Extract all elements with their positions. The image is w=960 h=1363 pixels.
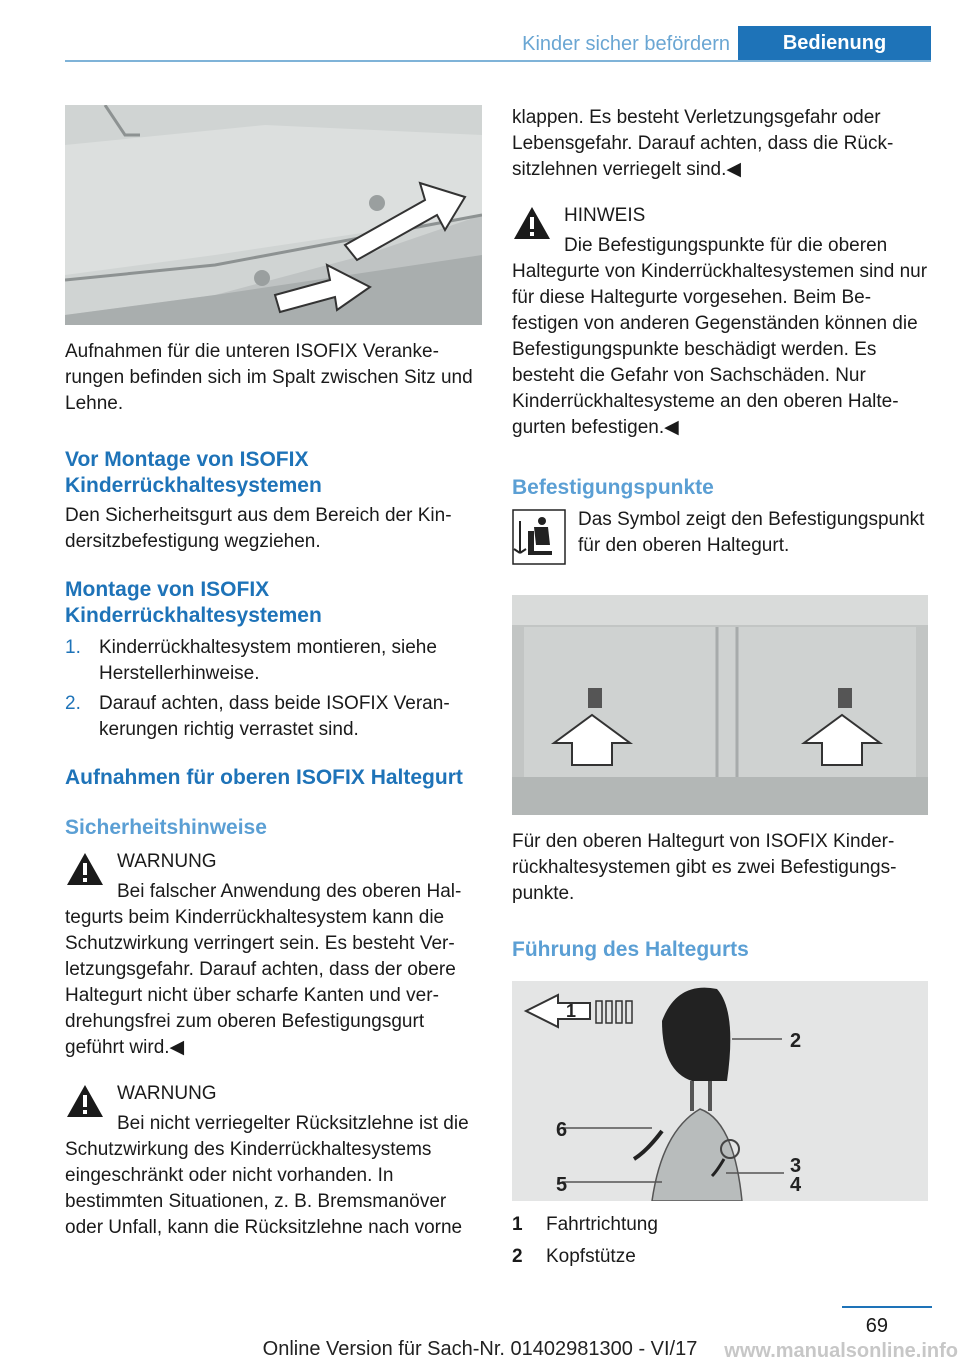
warning-notice-2 — [65, 1081, 482, 1241]
legend-number: 1 — [512, 1214, 523, 1235]
diagram-label-1: 1 — [566, 1001, 577, 1021]
trunk-anchor-points-photo — [512, 595, 928, 815]
child-seat-anchor-icon — [512, 509, 566, 565]
step-text: Darauf achten, dass beide ISOFIX Verankerungen richtig verrastet sind. — [99, 693, 450, 740]
step-number: 1. — [65, 637, 81, 658]
legend-number: 2 — [512, 1246, 523, 1267]
heading-strap-routing: Führung des Haltegurts — [512, 938, 749, 961]
warning-triangle-icon — [65, 851, 105, 887]
heading-mounting: Montage von ISOFIX Kinderrückhaltesystemen — [65, 578, 322, 627]
warning-label: WARNUNG — [117, 851, 217, 872]
headrest-diagram — [512, 981, 928, 1201]
warning-notice-1 — [65, 849, 482, 1061]
warning-continuation: klappen. Es besteht Verletzungsgefahr oder Lebensgefahr. Darauf achten, dass die Rücksitzlehnen verriegelt sind.◀ — [512, 107, 894, 180]
mounting-steps — [65, 635, 482, 743]
legend-text: Fahrtrichtung — [546, 1214, 658, 1235]
strap-routing-diagram — [512, 981, 928, 1201]
step-text: Kinderrückhaltesystem montieren, siehe Herstellerhinweise. — [99, 637, 437, 684]
legend-text: Kopfstütze — [546, 1246, 636, 1267]
symbol-description: Das Symbol zeigt den Befestigungspunkt für den oberen Haltegurt. — [578, 509, 925, 556]
diagram-label-6: 6 — [556, 1119, 568, 1141]
isofix-lower-anchor-photo — [65, 105, 482, 325]
diagram-label-5: 5 — [556, 1174, 568, 1196]
legend-item — [512, 1241, 928, 1273]
footer-divider — [842, 1306, 932, 1308]
legend-item — [512, 1209, 928, 1241]
header-section-title: Kinder sicher befördern — [522, 33, 730, 55]
anchor-symbol-block — [512, 507, 928, 567]
right-column — [512, 105, 928, 1273]
photo-caption: Aufnahmen für die unteren ISOFIX Verankerungen befinden sich im Spalt zwischen Sitz und Lehne. — [65, 341, 473, 414]
hint-notice — [512, 203, 928, 441]
diagram-label-3: 3 — [790, 1155, 802, 1177]
diagram-label-4: 4 — [790, 1174, 802, 1196]
page-number: 69 — [865, 1315, 888, 1337]
photo-caption: Für den oberen Haltegurt von ISOFIX Kinderrückhaltesystemen gibt es zwei Befestigungspunkte. — [512, 831, 897, 904]
hint-label: HINWEIS — [564, 205, 646, 226]
header-chapter-tab: Bedienung — [738, 26, 931, 61]
warning-label: WARNUNG — [117, 1083, 217, 1104]
heading-anchor-points: Befestigungspunkte — [512, 476, 714, 499]
list-item — [65, 635, 482, 687]
warning-text: Bei nicht verriegelter Rücksitzlehne ist die Schutzwirkung des Kinderrückhaltesystems eingeschränkt oder nicht vorhanden. In bestimmten Situationen, z. B. Bremsmanöver oder Unfall, kann die Rücksitzlehne nach vorne — [65, 1113, 469, 1238]
seat-gap-illustration — [65, 105, 482, 325]
left-column — [65, 105, 482, 1241]
warning-triangle-icon — [512, 205, 552, 241]
heading-safety: Sicherheitshinweise — [65, 816, 267, 839]
trunk-illustration — [512, 595, 928, 815]
warning-text: Bei falscher Anwendung des oberen Haltegurts beim Kinderrückhaltesystem kann die Schutzwirkung verringert sein. Es besteht Verletzungsgefahr. Darauf achten, dass der obere Haltegurt nicht über scharfe Kanten und verdrehungsfrei zum oberen Befestigungsgurt geführt wird.◀ — [65, 881, 462, 1058]
warning-triangle-icon — [65, 1083, 105, 1119]
heading-upper-anchor: Aufnahmen für oberen ISOFIX Haltegurt — [65, 766, 463, 789]
heading-before-mounting: Vor Montage von ISOFIX Kinderrückhaltesystemen — [65, 448, 322, 497]
online-version-footer: Online Version für Sach-Nr. 01402981300 - VI/17 — [262, 1338, 698, 1360]
list-item — [65, 691, 482, 743]
hint-text: Die Befestigungspunkte für die oberen Haltegurte von Kinderrückhaltesystemen sind nur für diese Haltegurte vorgesehen. Beim Befestigen von anderen Gegenständen können die Befestigungspunkte beschädigt werden. Es besteht die Gefahr von Sachschäden. Nur Kinderrückhaltesysteme an den oberen Haltegurten befestigen.◀ — [512, 235, 928, 438]
diagram-legend — [512, 1209, 928, 1273]
paragraph-before-mounting: Den Sicherheitsgurt aus dem Bereich der Kindersitzbefestigung wegziehen. — [65, 505, 452, 552]
diagram-label-2: 2 — [790, 1030, 802, 1052]
step-number: 2. — [65, 693, 81, 714]
header-divider — [65, 60, 931, 62]
watermark: www.manualsonline.info — [724, 1340, 958, 1362]
